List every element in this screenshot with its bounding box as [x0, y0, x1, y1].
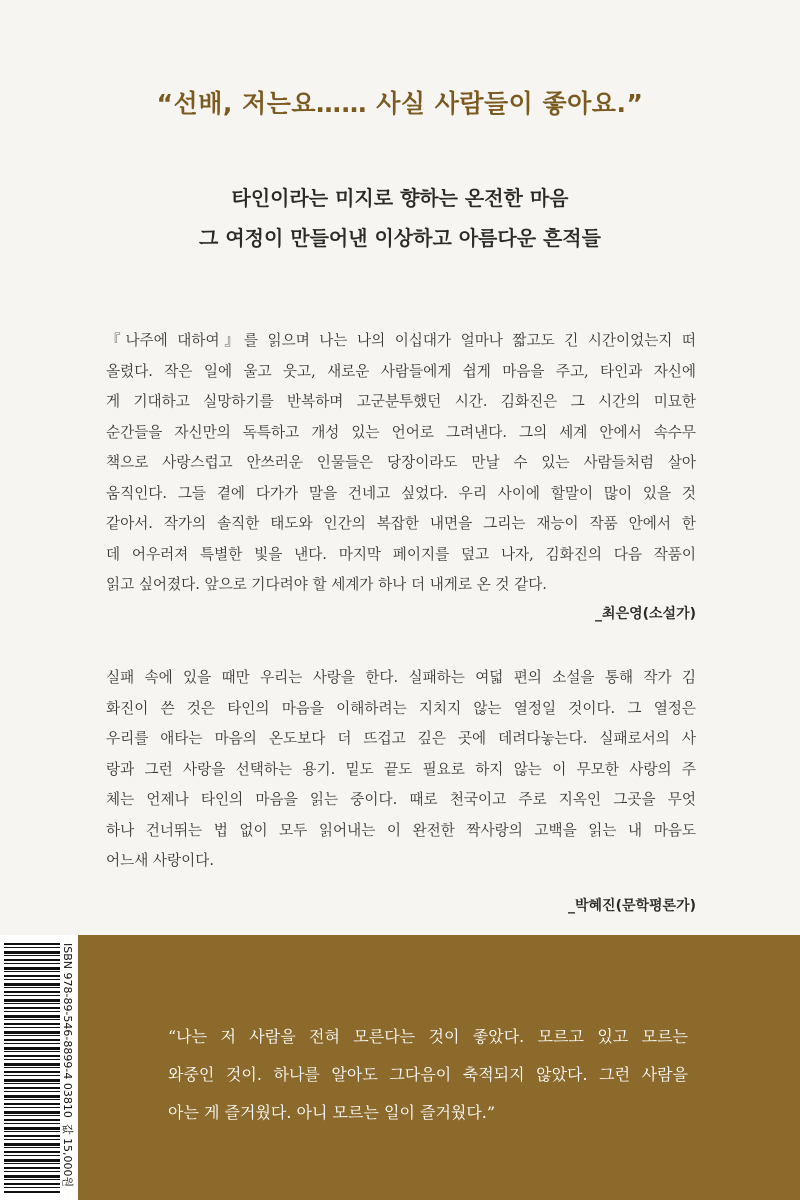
review-line: 실패 속에 있을 때만 우리는 사랑을 한다. 실패하는 여덟 편의 소설을 통해 작가 김: [106, 669, 696, 686]
review-line: 읽고 싶어졌다. 앞으로 기다려야 할 세계가 하나 더 내게로 온 것 같다.: [106, 576, 547, 593]
barcode-bars: [4, 943, 60, 1193]
quote-line: 아는 게 즐거웠다. 아니 모르는 일이 즐거웠다.”: [168, 1103, 496, 1122]
review-line: 움직인다. 그들 곁에 다가가 말을 건네고 싶었다. 우리 사이에 할말이 많이 있을 것: [106, 484, 696, 502]
review-park: [106, 663, 696, 877]
review-credit-choi: _최은영(소설가): [595, 606, 696, 622]
review-line: 화진이 쓴 것은 타인의 마음을 이해하려는 지치지 않는 열정일 것이다. 그 열정은: [106, 699, 696, 717]
review-credit-park: _박혜진(문학평론가): [568, 898, 696, 914]
review-line: 게 기대하고 실망하기를 반복하며 고군분투했던 시간. 김화진은 그 시간의 미묘한: [106, 393, 696, 410]
review-line: 우리를 애타는 마음의 온도보다 더 뜨겁고 깊은 곳에 데려다놓는다. 실패로서의 사: [106, 730, 696, 747]
subtitle-line: 그 여정이 만들어낸 이상하고 아름다운 흔적들: [199, 226, 601, 250]
review-line: 같아서. 작가의 솔직한 태도와 인간의 복잡한 내면을 그리는 재능이 작품 안에서 한: [106, 515, 696, 532]
subtitle-line: 타인이라는 미지로 향하는 온전한 마음: [231, 186, 569, 210]
quote-line: 와중인 것이. 하나를 알아도 그다음이 축적되지 않았다. 그런 사람을: [168, 1065, 688, 1084]
isbn-barcode: [0, 935, 78, 1200]
review-line: 올렸다. 작은 일에 울고 웃고, 새로운 사람들에게 쉽게 마음을 주고, 타인과 자신에: [106, 362, 696, 380]
review-choi: [106, 326, 696, 601]
price-label: 값 15,000원: [61, 1123, 74, 1188]
isbn-text: [60, 943, 76, 1193]
headline-quote: “선배, 저는요…… 사실 사람들이 좋아요.”: [156, 89, 644, 118]
quote-line: “나는 저 사람을 전혀 모른다는 것이 좋았다. 모르고 있고 모르는: [168, 1027, 688, 1046]
review-line: 랑과 그런 사랑을 선택하는 용기. 밑도 끝도 필요로 하지 않는 이 무모한 사랑의 주: [106, 760, 696, 778]
review-line: 체는 언제나 타인의 마음을 읽는 중이다. 때로 천국이고 주로 지옥인 그곳을 무엇: [106, 791, 696, 808]
review-line: 어느새 사랑이다.: [106, 852, 214, 869]
excerpt-quote: [168, 1018, 688, 1132]
review-line: 순간들을 자신만의 독특하고 개성 있는 언어로 그려낸다. 그의 세계 안에서 속수무: [106, 423, 696, 441]
isbn-number: ISBN 978-89-546-8899-4 03810: [61, 943, 74, 1118]
subtitle: [0, 178, 800, 258]
review-line: 하나 건너뛰는 법 없이 모두 읽어내는 이 완전한 짝사랑의 고백을 읽는 내 마음도: [106, 821, 696, 839]
review-line: 책으로 사랑스럽고 안쓰러운 인물들은 당장이라도 만날 수 있는 사람들처럼 살아: [106, 454, 696, 471]
review-line: 『나주에 대하여』를 읽으며 나는 나의 이십대가 얼마나 짧고도 긴 시간이었는지 떠: [106, 332, 696, 349]
review-line: 데 어우러져 특별한 빛을 낸다. 마지막 페이지를 덮고 나자, 김화진의 다음 작품이: [106, 545, 696, 563]
